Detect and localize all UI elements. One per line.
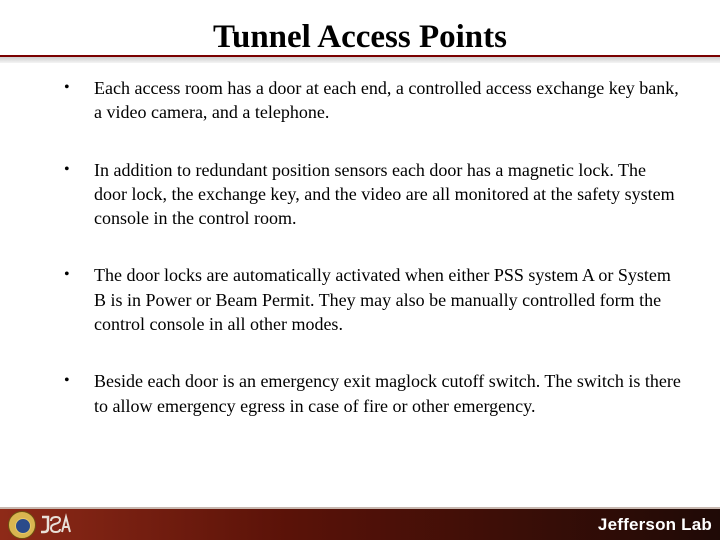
seal-center: [15, 518, 31, 534]
bullet-text: Beside each door is an emergency exit maglock cutoff switch. The switch is there to allow emergency egress in case of fire or other emergency.: [94, 371, 681, 416]
bullet-glyph: •: [64, 266, 70, 284]
bullet-text: Each access room has a door at each end, a controlled access exchange key bank, a video camera, and a telephone.: [94, 78, 679, 123]
jefferson-lab-logo: Jefferson Lab: [597, 515, 712, 534]
jsa-logo-icon: [38, 513, 72, 535]
bullet-item: [62, 76, 682, 125]
bullet-list: [62, 76, 682, 451]
bullet-text: In addition to redundant position sensors each door has a magnetic lock. The door lock, the exchange key, and the video are all monitored at the safety system console in the control room.: [94, 159, 675, 229]
bullet-glyph: •: [64, 79, 70, 96]
bullet-item: [62, 263, 682, 336]
bullet-text: The door locks are automatically activated when either PSS system A or System B is in Power or Beam Permit. They may also be manually controlled form the control console in all other modes.: [94, 265, 671, 335]
slide-title: Tunnel Access Points: [212, 19, 507, 55]
slide-footer: [0, 507, 720, 540]
footer-divider: [0, 507, 720, 509]
title-underline: [0, 55, 720, 63]
bullet-item: [62, 158, 682, 231]
bullet-glyph: •: [64, 160, 70, 178]
bullet-glyph: •: [64, 372, 70, 390]
doe-seal-icon: [8, 511, 36, 539]
bullet-item: [62, 369, 682, 418]
